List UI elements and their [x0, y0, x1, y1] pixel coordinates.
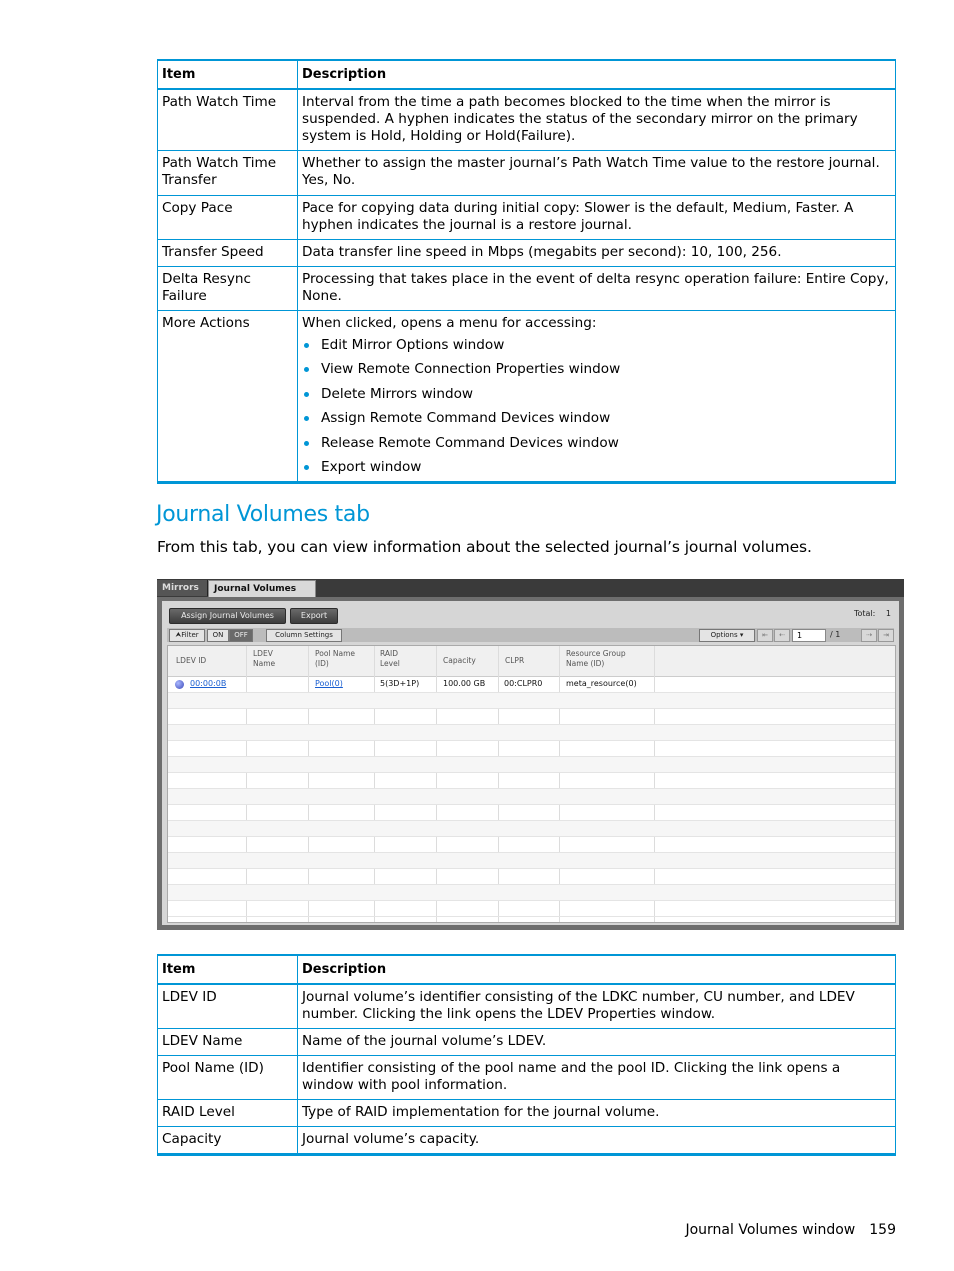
list-item-label: Release Remote Command Devices window	[321, 434, 619, 451]
page-total: / 1	[830, 630, 841, 639]
filter-button[interactable]: ⮝Filter	[169, 629, 205, 642]
table-row	[158, 984, 896, 1029]
list-item	[302, 337, 891, 354]
tab-bar	[157, 579, 904, 597]
list-item-label: Assign Remote Command Devices window	[321, 410, 611, 427]
grid-header	[168, 646, 895, 677]
header-item: Item	[158, 955, 298, 984]
list-item-label: Delete Mirrors window	[321, 385, 474, 402]
page-number: 159	[869, 1222, 896, 1238]
section-heading: Journal Volumes tab	[156, 502, 370, 527]
export-button[interactable]: Export	[290, 608, 338, 624]
bullet-icon	[304, 416, 309, 421]
assign-journal-volumes-button[interactable]: Assign Journal Volumes	[169, 608, 286, 624]
description-cell: Processing that takes place in the event of delta resync operation failure: Entire Copy, None.	[298, 267, 896, 311]
item-cell: Transfer Speed	[158, 240, 298, 267]
item-cell: Path Watch Time Transfer	[158, 151, 298, 196]
description-cell: Name of the journal volume’s LDEV.	[298, 1029, 896, 1056]
column-header-ldev-name[interactable]: LDEV Name	[253, 649, 276, 668]
description-cell: Type of RAID implementation for the journal volume.	[298, 1100, 896, 1127]
journal-volumes-screenshot	[157, 579, 904, 930]
footer-title: Journal Volumes window	[685, 1222, 856, 1238]
tab-panel	[162, 601, 899, 925]
empty-row	[168, 853, 895, 869]
item-cell: Capacity	[158, 1127, 298, 1155]
last-page-icon[interactable]: ⇥	[878, 629, 894, 642]
header-description: Description	[298, 955, 896, 984]
empty-row	[168, 869, 895, 885]
description-cell: Interval from the time a path becomes blocked to the time when the mirror is suspended. A hyphen indicates the status of the secondary mirror on the primary system is Hold, Holding or Hold(Failure).	[298, 89, 896, 151]
pool-name-link[interactable]: Pool(0)	[315, 679, 343, 688]
bullet-icon	[304, 367, 309, 372]
column-header-resource-group[interactable]: Resource Group Name (ID)	[566, 649, 626, 668]
item-cell: RAID Level	[158, 1100, 298, 1127]
tab-mirrors[interactable]: Mirrors	[157, 580, 208, 596]
total-value: 1	[885, 609, 891, 618]
volume-icon	[175, 680, 184, 689]
list-item	[302, 459, 891, 476]
list-item-label: View Remote Connection Properties window	[321, 361, 621, 378]
empty-row	[168, 773, 895, 789]
table-row	[158, 1029, 896, 1056]
tab-journal-volumes[interactable]: Journal Volumes	[208, 580, 316, 597]
section-intro: From this tab, you can view information about the selected journal’s journal volumes.	[157, 538, 812, 556]
capacity-cell: 100.00 GB	[443, 679, 486, 688]
description-cell: Journal volume’s identifier consisting of the LDKC number, CU number, and LDEV number. Clicking the link opens the LDEV Properties window.	[298, 984, 896, 1029]
bullet-icon	[304, 343, 309, 348]
empty-row	[168, 805, 895, 821]
description-cell: Pace for copying data during initial copy: Slower is the default, Medium, Faster. A hyphen indicates the journal is a restore journal.	[298, 196, 896, 240]
total-count	[854, 609, 891, 618]
column-header-clpr[interactable]: CLPR	[505, 656, 525, 665]
table-row	[158, 267, 896, 311]
header-description: Description	[298, 60, 896, 89]
action-toolbar	[162, 601, 899, 625]
empty-row	[168, 837, 895, 853]
list-item	[302, 435, 891, 452]
item-cell: Delta Resync Failure	[158, 267, 298, 311]
raid-level-cell: 5(3D+1P)	[380, 679, 420, 688]
item-cell: Path Watch Time	[158, 89, 298, 151]
empty-row	[168, 757, 895, 773]
table-row	[158, 89, 896, 151]
list-item-label: Export window	[321, 458, 422, 475]
list-item	[302, 361, 891, 378]
table-row	[158, 1127, 896, 1155]
description-cell: Journal volume’s capacity.	[298, 1127, 896, 1155]
page-number-input[interactable]: 1	[792, 629, 826, 642]
clpr-cell: 00:CLPR0	[504, 679, 543, 688]
empty-row	[168, 741, 895, 757]
empty-row	[168, 789, 895, 805]
list-item-label: Edit Mirror Options window	[321, 337, 505, 353]
empty-row	[168, 693, 895, 709]
table-row	[158, 1100, 896, 1127]
bullet-icon	[304, 441, 309, 446]
column-header-pool-name[interactable]: Pool Name (ID)	[315, 649, 356, 668]
item-cell: More Actions	[158, 311, 298, 483]
item-cell: LDEV ID	[158, 984, 298, 1029]
item-cell: LDEV Name	[158, 1029, 298, 1056]
options-dropdown[interactable]: Options ▾	[699, 629, 755, 642]
journal-volumes-table	[157, 954, 896, 1156]
description-cell: Identifier consisting of the pool name and the pool ID. Clicking the link opens a window with pool information.	[298, 1056, 896, 1100]
header-item: Item	[158, 60, 298, 89]
resource-group-cell: meta_resource(0)	[566, 679, 637, 688]
mirrors-table	[157, 59, 896, 484]
table-row	[158, 240, 896, 267]
more-actions-list	[302, 337, 891, 476]
list-item	[302, 410, 891, 427]
column-header-capacity[interactable]: Capacity	[443, 656, 476, 665]
table-row	[158, 151, 896, 196]
filter-on-toggle[interactable]: ON	[207, 629, 229, 642]
next-page-icon[interactable]: ⇢	[861, 629, 877, 642]
filter-toolbar	[167, 628, 894, 642]
bullet-icon	[304, 392, 309, 397]
empty-row	[168, 725, 895, 741]
empty-row	[168, 821, 895, 837]
first-page-icon[interactable]: ⇤	[757, 629, 773, 642]
more-actions-intro: When clicked, opens a menu for accessing:	[302, 315, 597, 331]
empty-row	[168, 709, 895, 725]
description-cell: Whether to assign the master journal’s Path Watch Time value to the restore journal. Yes, No.	[298, 151, 896, 196]
description-cell	[298, 311, 896, 483]
table-row	[158, 311, 896, 483]
total-label: Total:	[853, 609, 876, 618]
bullet-icon	[304, 465, 309, 470]
column-header-raid-level[interactable]: RAID Level	[380, 649, 400, 668]
list-item	[302, 386, 891, 403]
prev-page-icon[interactable]: ⇠	[774, 629, 790, 642]
description-cell: Data transfer line speed in Mbps (megabits per second): 10, 100, 256.	[298, 240, 896, 267]
item-cell: Pool Name (ID)	[158, 1056, 298, 1100]
empty-row	[168, 885, 895, 901]
table-row	[158, 196, 896, 240]
ldev-id-link[interactable]: 00:00:0B	[190, 679, 227, 688]
item-cell: Copy Pace	[158, 196, 298, 240]
column-settings-button[interactable]: Column Settings	[266, 629, 342, 642]
page-footer	[685, 1222, 896, 1238]
empty-row	[168, 901, 895, 917]
filter-off-toggle[interactable]: OFF	[229, 629, 253, 642]
table-row[interactable]	[168, 677, 895, 693]
column-header-ldev-id[interactable]: LDEV ID	[176, 656, 207, 665]
journal-volumes-grid	[167, 645, 896, 923]
table-row	[158, 1056, 896, 1100]
